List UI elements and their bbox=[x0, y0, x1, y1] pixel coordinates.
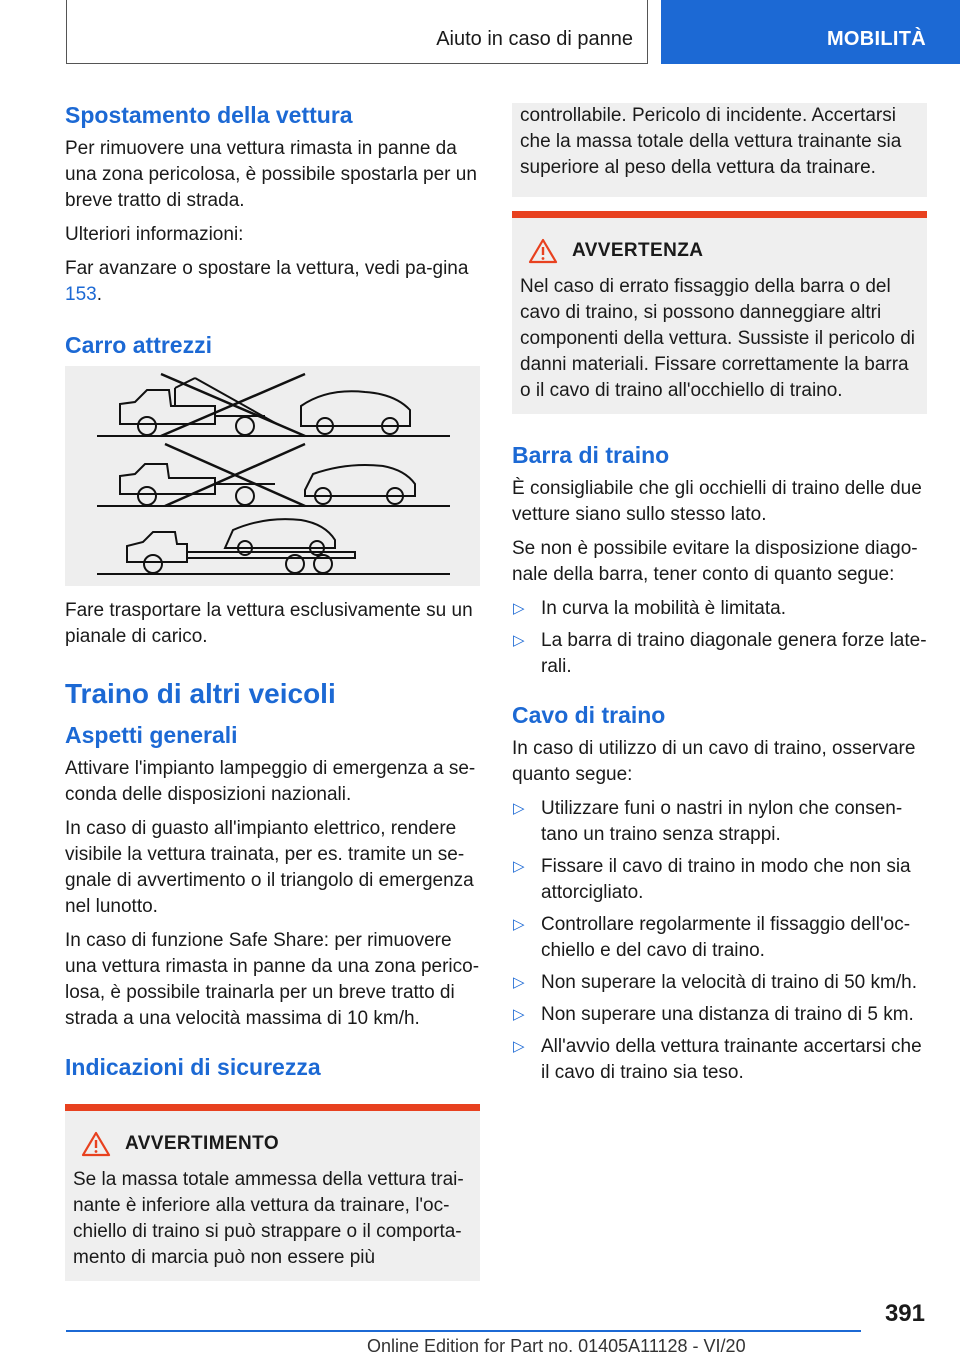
row2-towed-car bbox=[305, 465, 415, 504]
paragraph-aspetti-1: Attivare l'impianto lampeggio di emergenza a se-conda delle disposizioni nazionali. bbox=[65, 758, 476, 805]
tow-truck-illustration bbox=[65, 366, 480, 586]
warning-title-2: AVVERTENZA bbox=[572, 240, 704, 261]
heading-spostamento: Spostamento della vettura bbox=[65, 102, 353, 128]
left-column bbox=[65, 100, 480, 1281]
warning-box-avvertenza bbox=[512, 211, 927, 414]
chapter-title: Aiuto in caso di panne bbox=[436, 28, 633, 50]
triangle-right-bullet-icon: ▷ bbox=[513, 632, 525, 649]
warning-box-continuation bbox=[512, 103, 927, 197]
paragraph-cavo: In caso di utilizzo di un cavo di traino, osservare quanto segue: bbox=[512, 738, 916, 785]
warning-header bbox=[73, 1131, 472, 1157]
list-item: ▷ Non superare la velocità di traino di 50 km/h. bbox=[512, 970, 927, 996]
cavo-list bbox=[512, 796, 927, 1086]
triangle-right-bullet-icon: ▷ bbox=[513, 1006, 525, 1023]
warning-text: Se la massa totale ammessa della vettura trai-nante è inferiore alla vettura da trainare, l'oc-chiello di traino si può strappare o il comporta-mento di marcia può non essere più bbox=[73, 1169, 464, 1268]
heading-cavo: Cavo di traino bbox=[512, 702, 666, 728]
list-item: ▷ In curva la mobilità è limitata. bbox=[512, 596, 927, 622]
heading-barra: Barra di traino bbox=[512, 442, 670, 468]
section-tab[interactable] bbox=[661, 0, 960, 64]
row2-cross bbox=[165, 444, 305, 506]
triangle-right-bullet-icon: ▷ bbox=[513, 916, 525, 933]
paragraph-barra-2: Se non è possibile evitare la disposizione diago-nale della barra, tener conto di quanto segue: bbox=[512, 538, 918, 585]
paragraph-spostamento: Per rimuovere una vettura rimasta in panne da una zona pericolosa, è possibile spostarla per un breve tratto di strada. bbox=[65, 138, 477, 211]
page-number: 391 bbox=[884, 1300, 925, 1327]
paragraph-aspetti-3: In caso di funzione Safe Share: per rimuovere una vettura rimasta in panne da una zona perico-losa, è possibile trainarla per un breve tratto di strada a una velocità massima di 10 km/h. bbox=[65, 930, 480, 1029]
triangle-right-bullet-icon: ▷ bbox=[513, 1038, 525, 1055]
barra-list bbox=[512, 596, 927, 680]
footer-divider bbox=[66, 1330, 861, 1332]
far-avanzare-text: Far avanzare o spostare la vettura, vedi pa-gina bbox=[65, 258, 469, 279]
right-column bbox=[512, 103, 927, 1094]
heading-sicurezza: Indicazioni di sicurezza bbox=[65, 1054, 321, 1080]
edition-footer: Online Edition for Part no. 01405A11128 - VI/20 bbox=[367, 1336, 746, 1356]
paragraph-aspetti-2: In caso di guasto all'impianto elettrico, rendere visibile la vettura trainata, per es. tramite un se-gnale di avvertimento o il triangolo di emergenza nel lunotto. bbox=[65, 818, 474, 917]
tow-truck-diagram bbox=[65, 366, 480, 586]
triangle-right-bullet-icon: ▷ bbox=[513, 800, 525, 817]
list-item: ▷ Fissare il cavo di traino in modo che non sia attorcigliato. bbox=[513, 856, 911, 903]
section-tab-label: MOBILITÀ bbox=[826, 28, 926, 50]
list-item: ▷ Non superare una distanza di traino di 5 km. bbox=[512, 1002, 927, 1028]
paragraph-ulteriori: Ulteriori informazioni: bbox=[65, 224, 244, 245]
heading-aspetti: Aspetti generali bbox=[65, 722, 238, 748]
list-item: ▷ La barra di traino diagonale genera forze late-rali. bbox=[513, 630, 927, 677]
warning-continuation-text: controllabile. Pericolo di incidente. Accertarsi che la massa totale della vettura trainante sia superiore al peso della vettura da trainare. bbox=[520, 105, 902, 178]
triangle-right-bullet-icon: ▷ bbox=[513, 974, 525, 991]
warning-box-avvertimento bbox=[65, 1104, 480, 1281]
header-frame bbox=[66, 0, 648, 64]
list-item: ▷ Controllare regolarmente il fissaggio dell'oc-chiello e del cavo di traino. bbox=[513, 914, 911, 961]
warning-triangle-icon bbox=[81, 1131, 111, 1157]
page-link[interactable]: 153 bbox=[65, 284, 97, 305]
heading-carro: Carro attrezzi bbox=[65, 332, 212, 358]
period: . bbox=[96, 284, 102, 305]
warning-title: AVVERTIMENTO bbox=[125, 1133, 279, 1154]
list-item: ▷ All'avvio della vettura trainante accertarsi che il cavo di traino sia teso. bbox=[513, 1036, 922, 1083]
warning-text-2: Nel caso di errato fissaggio della barra o del cavo di traino, si possono danneggiare altri componenti della vettura. Sussiste il pericolo di danni materiali. Fissare correttamente la barra o il cavo di traino all'occhiello di traino. bbox=[520, 276, 915, 401]
paragraph-far-avanzare bbox=[65, 256, 480, 308]
paragraph-trasporto: Fare trasportare la vettura esclusivamente su un pianale di carico. bbox=[65, 600, 473, 647]
triangle-right-bullet-icon: ▷ bbox=[513, 858, 525, 875]
warning-triangle-icon bbox=[528, 238, 558, 264]
paragraph-barra-1: È consigliabile che gli occhielli di traino delle due vetture siano sullo stesso lato. bbox=[512, 478, 922, 525]
row1-tow-truck bbox=[120, 378, 277, 435]
row3-carried-car bbox=[225, 519, 335, 555]
triangle-right-bullet-icon: ▷ bbox=[513, 600, 525, 617]
list-item: ▷ Utilizzare funi o nastri in nylon che consen-tano un traino senza strappi. bbox=[513, 798, 903, 845]
row2-tow-truck bbox=[120, 464, 275, 505]
row1-towed-car bbox=[301, 391, 410, 434]
heading-traino: Traino di altri veicoli bbox=[65, 678, 336, 709]
warning-header-2 bbox=[520, 238, 919, 264]
